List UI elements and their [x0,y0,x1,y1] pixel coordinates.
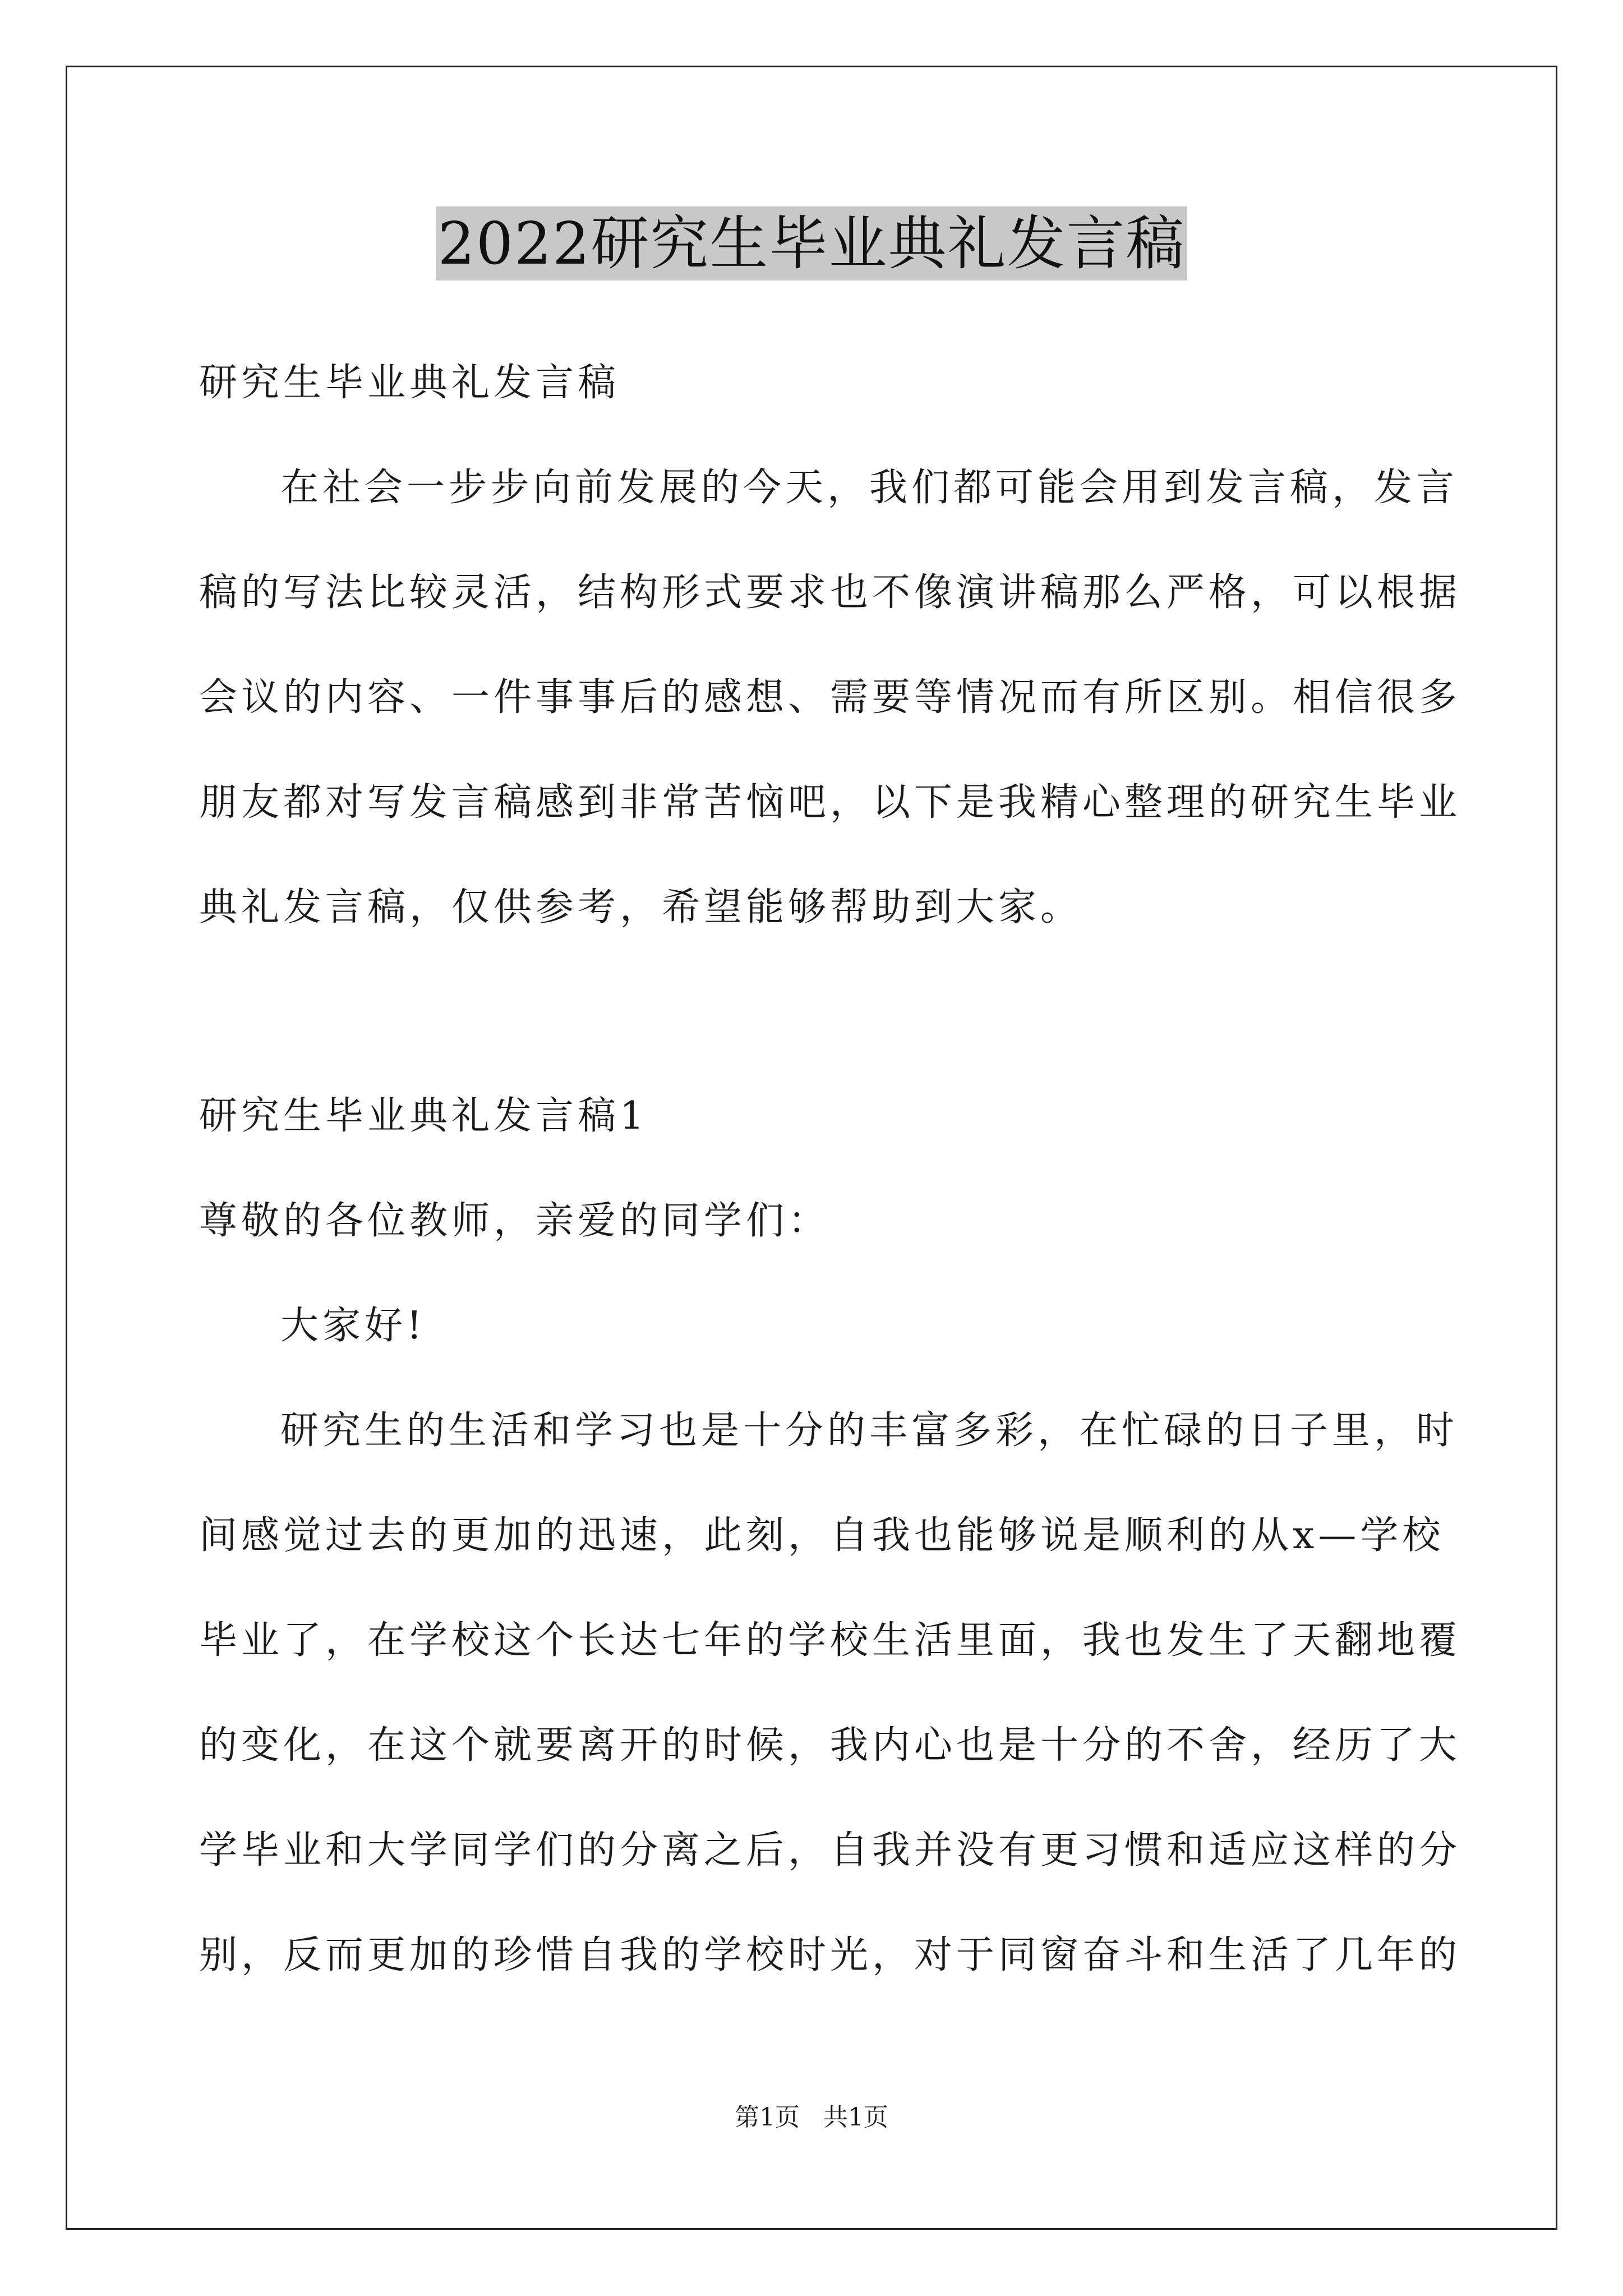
paragraph-line: 间感觉过去的更加的迅速，此刻，自我也能够说是顺利的从x—学校 [199,1513,1445,1558]
section-heading: 研究生毕业典礼发言稿1 [199,1094,648,1138]
paragraph-line: 毕业了，在学校这个长达七年的学校生活里面，我也发生了天翻地覆 [199,1618,1461,1663]
paragraph-line: 研究生毕业典礼发言稿 [199,361,620,405]
page-number: 第1页 [735,2103,800,2132]
paragraph-line: 研究生的生活和学习也是十分的丰富多彩，在忙碌的日子里，时 [280,1409,1459,1453]
title-container [0,206,1623,280]
paragraph-line: 学毕业和大学同学们的分离之后，自我并没有更习惯和适应这样的分 [199,1828,1461,1872]
paragraph-line: 的变化，在这个就要离开的时候，我内心也是十分的不舍，经历了大 [199,1723,1461,1768]
greeting: 大家好! [280,1304,426,1348]
page-total: 共1页 [823,2103,888,2132]
salutation: 尊敬的各位教师，亲爱的同学们： [199,1199,831,1243]
document-title: 2022研究生毕业典礼发言稿 [436,206,1188,280]
paragraph-line: 别，反而更加的珍惜自我的学校时光，对于同窗奋斗和生活了几年的 [199,1933,1461,1977]
paragraph-line: 朋友都对写发言稿感到非常苦恼吧，以下是我精心整理的研究生毕业 [199,780,1461,825]
page-footer [0,2097,1623,2133]
paragraph-line: 稿的写法比较灵活，结构形式要求也不像演讲稿那么严格，可以根据 [199,570,1461,615]
paragraph-line: 在社会一步步向前发展的今天，我们都可能会用到发言稿，发言 [280,466,1459,510]
paragraph-line: 会议的内容、一件事事后的感想、需要等情况而有所区别。相信很多 [199,675,1461,720]
paragraph-line: 典礼发言稿，仅供参考，希望能够帮助到大家。 [199,885,1083,930]
